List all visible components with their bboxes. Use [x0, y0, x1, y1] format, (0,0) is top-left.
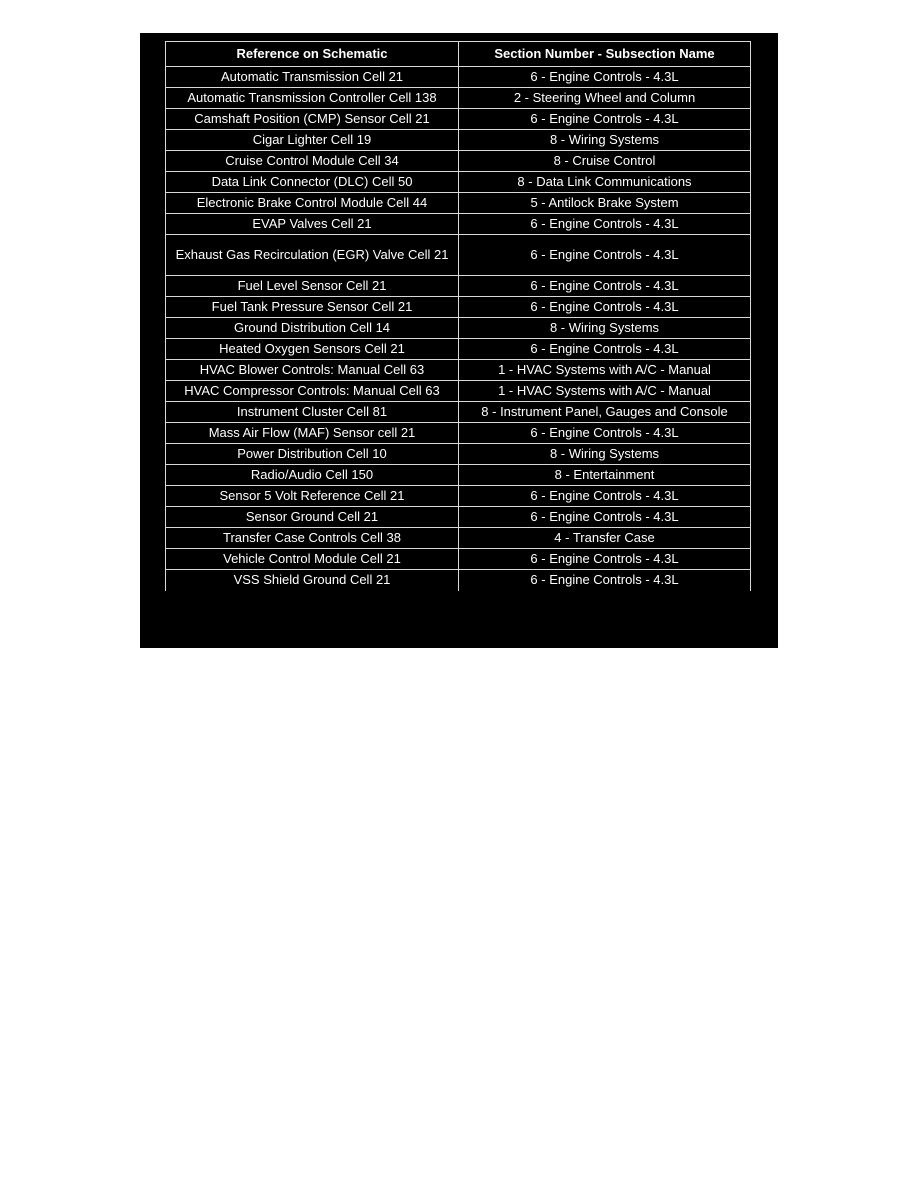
table-row: [166, 444, 751, 465]
table-row: [166, 339, 751, 360]
reference-cell: Transfer Case Controls Cell 38: [166, 528, 459, 549]
reference-cell: Camshaft Position (CMP) Sensor Cell 21: [166, 109, 459, 130]
table-row: [166, 570, 751, 591]
reference-cell: Fuel Level Sensor Cell 21: [166, 276, 459, 297]
reference-cell: Electronic Brake Control Module Cell 44: [166, 193, 459, 214]
table-row: [166, 423, 751, 444]
section-cell: 6 - Engine Controls - 4.3L: [459, 276, 751, 297]
reference-cell: VSS Shield Ground Cell 21: [166, 570, 459, 591]
table-row: [166, 402, 751, 423]
section-cell: 6 - Engine Controls - 4.3L: [459, 423, 751, 444]
table-row: [166, 130, 751, 151]
section-cell: 6 - Engine Controls - 4.3L: [459, 570, 751, 591]
reference-cell: EVAP Valves Cell 21: [166, 214, 459, 235]
reference-cell: Radio/Audio Cell 150: [166, 465, 459, 486]
table-row: [166, 297, 751, 318]
reference-cell: Fuel Tank Pressure Sensor Cell 21: [166, 297, 459, 318]
reference-cell: Exhaust Gas Recirculation (EGR) Valve Cell 21: [166, 235, 459, 276]
reference-cell: Automatic Transmission Cell 21: [166, 67, 459, 88]
section-cell: 6 - Engine Controls - 4.3L: [459, 339, 751, 360]
table-row: [166, 381, 751, 402]
section-cell: 6 - Engine Controls - 4.3L: [459, 507, 751, 528]
column-header-section: Section Number - Subsection Name: [459, 42, 751, 67]
table-row: [166, 109, 751, 130]
reference-cell: Heated Oxygen Sensors Cell 21: [166, 339, 459, 360]
table-header-row: [166, 42, 751, 67]
table-row: [166, 276, 751, 297]
reference-cell: Sensor 5 Volt Reference Cell 21: [166, 486, 459, 507]
section-cell: 4 - Transfer Case: [459, 528, 751, 549]
column-header-reference: Reference on Schematic: [166, 42, 459, 67]
section-cell: 8 - Wiring Systems: [459, 318, 751, 339]
table-row: [166, 172, 751, 193]
table-row: [166, 486, 751, 507]
section-cell: 8 - Instrument Panel, Gauges and Console: [459, 402, 751, 423]
section-cell: 8 - Data Link Communications: [459, 172, 751, 193]
section-cell: 6 - Engine Controls - 4.3L: [459, 486, 751, 507]
reference-cell: Mass Air Flow (MAF) Sensor cell 21: [166, 423, 459, 444]
section-cell: 8 - Wiring Systems: [459, 130, 751, 151]
table-row: [166, 193, 751, 214]
section-cell: 6 - Engine Controls - 4.3L: [459, 109, 751, 130]
section-cell: 6 - Engine Controls - 4.3L: [459, 297, 751, 318]
table-row: [166, 235, 751, 276]
reference-cell: HVAC Compressor Controls: Manual Cell 63: [166, 381, 459, 402]
section-cell: 2 - Steering Wheel and Column: [459, 88, 751, 109]
reference-cell: HVAC Blower Controls: Manual Cell 63: [166, 360, 459, 381]
section-cell: 8 - Wiring Systems: [459, 444, 751, 465]
reference-table-frame: [140, 33, 778, 648]
section-cell: 1 - HVAC Systems with A/C - Manual: [459, 360, 751, 381]
reference-cell: Cigar Lighter Cell 19: [166, 130, 459, 151]
reference-cell: Vehicle Control Module Cell 21: [166, 549, 459, 570]
section-cell: 8 - Entertainment: [459, 465, 751, 486]
table-row: [166, 360, 751, 381]
reference-cell: Instrument Cluster Cell 81: [166, 402, 459, 423]
table-row: [166, 465, 751, 486]
reference-cell: Data Link Connector (DLC) Cell 50: [166, 172, 459, 193]
table-row: [166, 507, 751, 528]
table-row: [166, 528, 751, 549]
table-row: [166, 67, 751, 88]
section-cell: 1 - HVAC Systems with A/C - Manual: [459, 381, 751, 402]
reference-cell: Ground Distribution Cell 14: [166, 318, 459, 339]
reference-cell: Automatic Transmission Controller Cell 138: [166, 88, 459, 109]
table-row: [166, 318, 751, 339]
section-cell: 6 - Engine Controls - 4.3L: [459, 549, 751, 570]
table-row: [166, 88, 751, 109]
section-cell: 6 - Engine Controls - 4.3L: [459, 67, 751, 88]
section-cell: 6 - Engine Controls - 4.3L: [459, 214, 751, 235]
table-row: [166, 151, 751, 172]
reference-cell: Power Distribution Cell 10: [166, 444, 459, 465]
table-row: [166, 549, 751, 570]
section-cell: 6 - Engine Controls - 4.3L: [459, 235, 751, 276]
section-cell: 8 - Cruise Control: [459, 151, 751, 172]
reference-table: [165, 41, 751, 591]
section-cell: 5 - Antilock Brake System: [459, 193, 751, 214]
table-row: [166, 214, 751, 235]
reference-cell: Sensor Ground Cell 21: [166, 507, 459, 528]
reference-cell: Cruise Control Module Cell 34: [166, 151, 459, 172]
